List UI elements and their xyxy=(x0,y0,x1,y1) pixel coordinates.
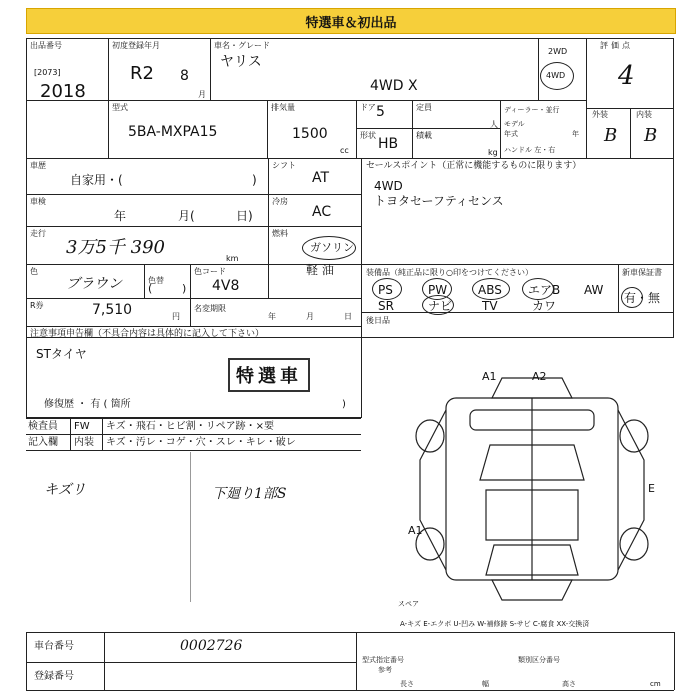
namechange-year: 年 xyxy=(268,312,276,321)
chassis-label: 車台番号 xyxy=(34,641,74,652)
repair-close: ) xyxy=(342,399,346,410)
hand-note-left: キズリ xyxy=(44,482,86,498)
rule xyxy=(26,690,674,691)
score-label: 評価点 xyxy=(600,41,633,50)
rule xyxy=(361,338,362,418)
shift-label: シフト xyxy=(272,161,296,170)
reg-month-unit: 月 xyxy=(198,90,206,99)
rule xyxy=(26,158,674,159)
mileage-label: 走行 xyxy=(30,229,46,238)
dealer-handle: ハンドル 左・右 xyxy=(504,146,556,154)
disp-unit: cc xyxy=(340,146,349,155)
rule xyxy=(26,662,356,663)
sales-label: セールスポイント（正常に機能するものに限ります） xyxy=(366,161,582,171)
equip-leather: カワ xyxy=(532,299,557,313)
rule xyxy=(26,226,361,227)
recycle-label: R券 xyxy=(30,301,44,310)
regno-label: 登録番号 xyxy=(34,671,74,682)
notes-label: 注意事項申告欄（不具合内容は具体的に記入して下さい） xyxy=(30,329,265,339)
rule xyxy=(26,338,27,418)
equip-airbag: エアB xyxy=(528,283,561,297)
doors-label: ドア xyxy=(360,103,376,112)
equip-navi: ナビ xyxy=(428,299,453,313)
rule xyxy=(26,434,361,435)
rule xyxy=(190,264,191,326)
notes-text: STタイヤ xyxy=(36,347,87,361)
color-change-close: ) xyxy=(182,282,187,295)
rule xyxy=(674,632,675,690)
equip-tv: TV xyxy=(482,299,498,313)
reg-era: R2 xyxy=(130,63,154,84)
load-label: 積載 xyxy=(416,131,432,140)
rule xyxy=(190,452,191,602)
fuel-alt: 軽 油 xyxy=(306,263,334,277)
rule xyxy=(26,100,586,101)
cap-label: 定員 xyxy=(416,103,432,112)
color-code: 4V8 xyxy=(212,278,240,294)
dealer-year: 年式 xyxy=(504,130,518,138)
diagram-spare: スペア xyxy=(398,600,419,608)
rule xyxy=(210,38,211,100)
type-value: 5BA-MXPA15 xyxy=(128,124,218,140)
equip-navi-circle xyxy=(422,295,454,315)
rule xyxy=(361,158,362,338)
chassis-value: 0002726 xyxy=(180,638,243,654)
diagram-a2: A2 xyxy=(532,370,547,383)
equip-pw: PW xyxy=(428,283,448,297)
rule xyxy=(102,418,103,450)
int-grade: B xyxy=(644,125,658,146)
lot-number: [2073] xyxy=(34,68,61,77)
namechange-month: 月 xyxy=(306,312,314,321)
model-year: 2018 xyxy=(40,81,86,102)
ref-label: 参考 xyxy=(378,666,392,674)
inspection-year: 年 xyxy=(114,209,127,223)
drive-2wd: 2WD xyxy=(548,47,568,56)
rule xyxy=(144,264,145,298)
inspector-fw: FW xyxy=(74,421,90,432)
cm-label: cm xyxy=(650,680,661,688)
model-no-label: 型式指定番号 xyxy=(362,656,404,664)
color-label: 色 xyxy=(30,267,38,276)
car-grade: 4WD X xyxy=(370,78,418,94)
equip-airbag-circle xyxy=(522,278,554,300)
header-title: 特選車＆初出品 xyxy=(305,15,397,31)
history-value: 自家用・( xyxy=(70,173,123,187)
shift-value: AT xyxy=(312,170,330,186)
cap-unit: 人 xyxy=(490,120,498,129)
rule xyxy=(108,38,109,158)
disp-value: 1500 xyxy=(292,126,328,142)
ext-label: 外装 xyxy=(592,110,608,119)
history-close: ) xyxy=(252,173,257,187)
damage-legend: A-キズ E-エクボ U-凹み W-補修跡 S-サビ C-腐食 XX-交換済 xyxy=(400,620,590,628)
diagram-e: E xyxy=(648,482,655,495)
rule xyxy=(268,158,269,298)
score-value: 4 xyxy=(618,61,635,91)
rule xyxy=(26,632,27,690)
dealer-label: ディーラー・並行 xyxy=(504,106,560,114)
fuel-value: ガソリン xyxy=(310,241,354,254)
equip-abs: ABS xyxy=(478,283,502,297)
rule xyxy=(361,264,674,265)
rule xyxy=(618,264,619,312)
model-label: 車名・グレード xyxy=(214,41,270,50)
equip-ps-circle xyxy=(372,278,402,300)
rule xyxy=(356,100,357,158)
rule xyxy=(361,312,674,313)
inspector-row1: キズ・飛石・ヒビ割・リペア跡・×要 xyxy=(106,421,274,432)
recycle-value: 7,510 xyxy=(92,302,133,318)
diagram-a1b: A1 xyxy=(408,524,423,537)
equip-ps: PS xyxy=(378,283,393,297)
height-label: 高さ xyxy=(562,680,576,688)
hand-note-right: 下廻り1部S xyxy=(212,486,287,502)
inspection-month: 月( xyxy=(178,209,195,223)
reg-label: 初度登録年月 xyxy=(112,41,160,50)
rule xyxy=(26,418,361,419)
inspection-label: 車検 xyxy=(30,197,46,206)
rule xyxy=(630,108,631,158)
rule xyxy=(586,38,587,158)
warranty-label: 新車保証書 xyxy=(622,268,662,277)
auction-sheet-frame xyxy=(26,38,674,338)
rule xyxy=(356,632,357,690)
car-name: ヤリス xyxy=(220,54,262,70)
class-no-label: 類別区分番号 xyxy=(518,656,560,664)
history-label: 車歴 xyxy=(30,161,46,170)
int-label: 内装 xyxy=(636,110,652,119)
warranty-value: 有・無 xyxy=(624,291,661,305)
reg-month: 8 xyxy=(180,68,189,84)
load-unit: kg xyxy=(488,148,498,157)
equip-abs-circle xyxy=(472,278,510,300)
rule xyxy=(26,632,674,633)
disp-label: 排気量 xyxy=(271,103,295,112)
inspector-label: 検査員 xyxy=(28,421,58,432)
rule xyxy=(538,38,539,100)
inspection-day: 日) xyxy=(236,209,253,223)
namechange-label: 名変期限 xyxy=(194,304,226,313)
color-change-label: 色替 xyxy=(148,276,164,285)
ext-grade: B xyxy=(604,125,618,146)
ac-value: AC xyxy=(312,204,332,220)
inspector-label2: 記入欄 xyxy=(28,437,58,448)
rule xyxy=(500,100,501,158)
special-stamp: 特選車 xyxy=(228,358,310,392)
rule xyxy=(26,450,361,451)
rule xyxy=(26,326,361,327)
sales-line1: 4WD xyxy=(374,179,403,193)
repair-history: 修復歴 ・ 有 ( 箇所 xyxy=(44,399,131,410)
lot-label: 出品番号 xyxy=(30,41,62,50)
recycle-unit: 円 xyxy=(172,312,180,321)
rule xyxy=(356,128,500,129)
rule xyxy=(26,298,361,299)
rule xyxy=(104,632,105,690)
sales-line2: トヨタセーフティセンス xyxy=(374,194,504,208)
type-label: 型式 xyxy=(112,103,128,112)
color-value: ブラウン xyxy=(66,276,122,292)
page-header xyxy=(26,8,676,34)
mileage-value: 3万5千 390 xyxy=(66,237,165,258)
doors-value: 5 xyxy=(376,104,385,120)
diagram-a1: A1 xyxy=(482,370,497,383)
body-value: HB xyxy=(378,136,399,152)
car-diagram xyxy=(390,370,680,630)
namechange-day: 日 xyxy=(344,312,352,321)
ac-label: 冷房 xyxy=(272,197,288,206)
drive-4wd: 4WD xyxy=(546,71,566,80)
width-label: 幅 xyxy=(482,680,489,688)
fuel-label: 燃料 xyxy=(272,229,288,238)
color-change-value: ( xyxy=(148,282,153,295)
length-label: 長さ xyxy=(400,680,414,688)
mileage-unit: km xyxy=(226,254,239,263)
rule xyxy=(26,194,361,195)
inspector-row2: キズ・汚レ・コゲ・穴・スレ・キレ・破レ xyxy=(106,437,296,448)
rear-label: 後日品 xyxy=(366,316,390,325)
rule xyxy=(412,100,413,158)
color-code-label: 色コード xyxy=(194,267,226,276)
rule xyxy=(267,100,268,158)
equip-label: 装備品（純正品に限り○印をつけてください） xyxy=(366,268,533,277)
equip-aw: AW xyxy=(584,283,604,297)
warranty-circle xyxy=(621,287,643,308)
inspector-in: 内装 xyxy=(74,437,94,448)
rule xyxy=(70,418,71,450)
equip-sr: SR xyxy=(378,299,394,313)
dealer-model: モデル xyxy=(504,120,525,128)
body-label: 形状 xyxy=(360,131,376,140)
dealer-year-unit: 年 xyxy=(572,130,579,138)
